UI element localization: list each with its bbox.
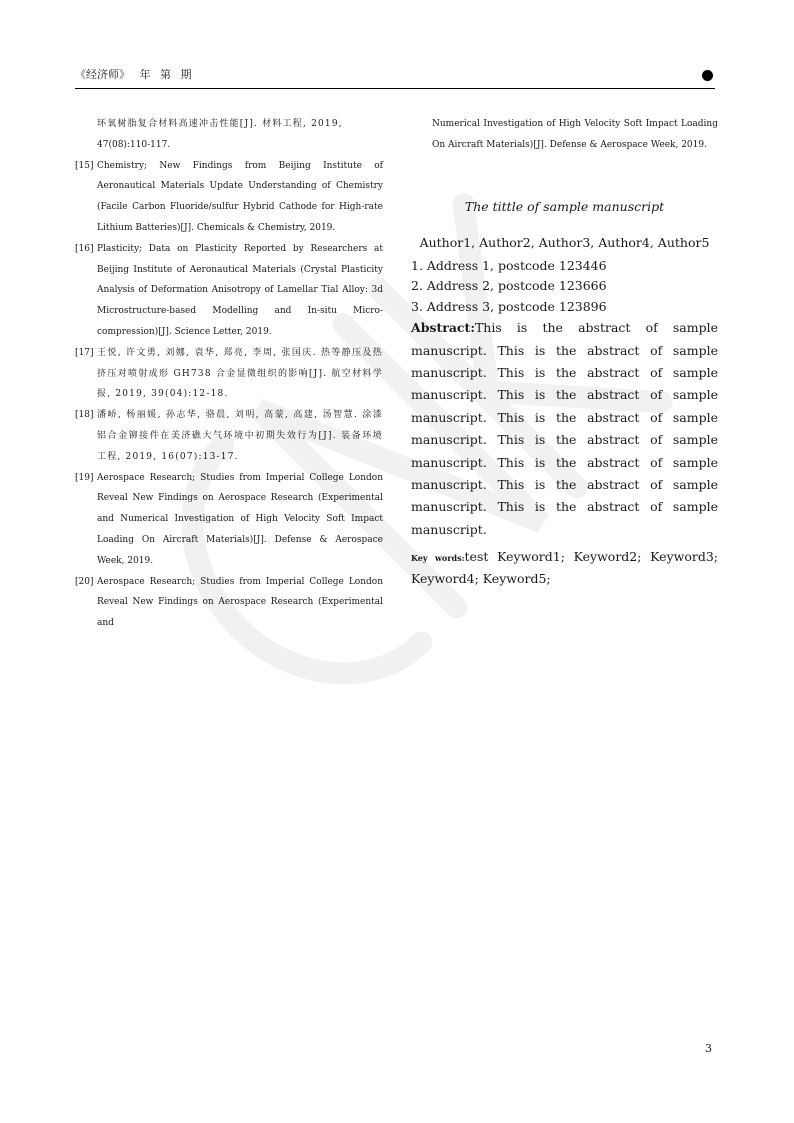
address-item: 2. Address 2, postcode 123666 — [411, 278, 607, 294]
reference-18 — [75, 405, 383, 467]
reference-14-continuation — [75, 114, 383, 156]
reference-17 — [75, 343, 383, 405]
reference-text: Aerospace Research; Studies from Imperial College London Reveal New Findings on Aerospace Research (Experimental and — [97, 576, 383, 629]
issue-label: 第 — [160, 68, 171, 81]
header-title — [75, 68, 198, 82]
reference-text: Plasticity; Data on Plasticity Reported by Researchers at Beijing Institute of Aeronautical Materials (Crystal Plasticity Analysis of Deformation Anisotropy of Lamellar Tial Alloy: 3d Microstructure-based Modelling and In-situ Micro-compression)[J]. Science Letter, 2019. — [97, 243, 383, 337]
abstract-text: This is the abstract of sample manuscript. This is the abstract of sample manuscript. This is the abstract of sample manuscript. This is the abstract of sample manuscript. This is the abstract of sample manuscript. This is the abstract of sample manuscript. This is the abstract of sample manuscript. This is the abstract of sample manuscript. This is the abstract of sample manuscript. — [411, 320, 718, 537]
address-item: 1. Address 1, postcode 123446 — [411, 257, 607, 273]
keywords-text: test Keyword1; Keyword2; Keyword3; Keyword4; Keyword5; — [411, 549, 718, 586]
reference-text: 王悦, 许文勇, 刘娜, 袁华, 郑亮, 李周, 张国庆. 热等静压及热挤压对喷射成形 GH738 合金显微组织的影响[J]. 航空材料学报, 2019, 39(04):12-18. — [97, 347, 383, 400]
period-label: 期 — [180, 68, 192, 81]
journal-name: 《经济师》 — [75, 68, 130, 81]
manuscript-authors: Author1, Author2, Author3, Author4, Author5 — [419, 234, 710, 250]
reference-16 — [75, 239, 383, 343]
reference-number: [15] — [75, 160, 94, 171]
reference-text: 环氧树脂复合材料高速冲击性能[J]. 材料工程, 2019, — [97, 119, 343, 129]
address-list — [411, 256, 718, 318]
reference-20-continuation: Numerical Investigation of High Velocity Soft Impact Loading On Aircraft Materials)[J]. Defense & Aerospace Week, 2019. — [432, 119, 718, 150]
reference-number: [19] — [75, 472, 94, 483]
address-item: 3. Address 3, postcode 123896 — [411, 298, 607, 314]
reference-20 — [75, 572, 383, 634]
right-column — [411, 114, 718, 589]
reference-number: [17] — [75, 347, 94, 358]
year-label: 年 — [139, 68, 151, 81]
abstract — [411, 317, 718, 541]
abstract-label: Abstract: — [411, 320, 475, 336]
reference-text: 47(08):110-117. — [97, 139, 171, 150]
keywords-label: Key words: — [411, 553, 465, 564]
header-bullet-icon — [702, 70, 713, 81]
reference-text: Aerospace Research; Studies from Imperial College London Reveal New Findings on Aerospace Research (Experimental and Numerical Investigation of High Velocity Soft Impact Loading On Aircraft Materials)[J]. Defense & Aerospace Week, 2019. — [97, 472, 383, 566]
reference-number: [16] — [75, 243, 94, 254]
reference-number: [20] — [75, 576, 94, 587]
manuscript-title: The tittle of sample manuscript — [464, 198, 665, 214]
page-number: 3 — [705, 1042, 712, 1055]
reference-text: 潘峤, 杨丽媛, 孙志华, 骆晨, 刘明, 高蒙, 高建, 汤智慧. 涂漆铝合金铆接件在美济礁大气环境中初期失效行为[J]. 装备环境工程, 2019, 16(07):13-17. — [97, 410, 383, 462]
left-column-references — [75, 114, 383, 634]
header-divider — [75, 88, 715, 89]
running-header — [75, 66, 715, 86]
reference-text: Chemistry; New Findings from Beijing Institute of Aeronautical Materials Update Understanding of Chemistry (Facile Carbon Fluoride/sulfur Hybrid Cathode for High-rate Lithium Batteries)[J]. Chemicals & Chemistry, 2019. — [97, 160, 383, 233]
reference-19 — [75, 468, 383, 572]
reference-number: [18] — [75, 410, 94, 421]
keywords — [411, 547, 718, 589]
reference-15 — [75, 156, 383, 239]
